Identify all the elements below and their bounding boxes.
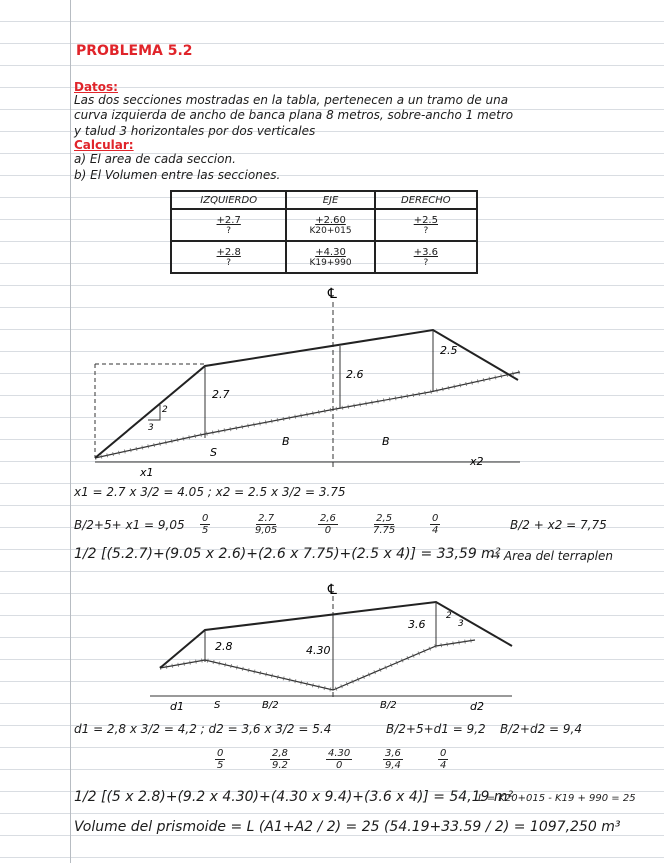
centerline-label: ℄ (326, 286, 339, 302)
coord-fraction: $\frac{2,8}{9.2}$ (272, 748, 288, 771)
slope-horizontal-label: 3 (458, 619, 464, 629)
b-left-calc: B/2+5+d1 = 9,2 (386, 722, 486, 736)
coord-fraction: $\frac{0}{5}$ (202, 513, 209, 536)
table-row (171, 209, 477, 241)
table-header: DERECHO (375, 191, 477, 209)
slope-horizontal-label: 3 (148, 423, 154, 433)
dim-d1-label: d1 (170, 700, 184, 713)
dim-b-label: B/2 (380, 700, 397, 711)
d-calc-line: d1 = 2,8 x 3/2 = 4,2 ; d2 = 3,6 x 3/2 = 5.4 (74, 722, 332, 736)
table-header: IZQUIERDO (171, 191, 286, 209)
table-cell: +4.30 K19+990 (286, 241, 374, 273)
area-2-formula: 1/2 [(5 x 2.8)+(9.2 x 4.30)+(4.30 x 9.4)+(3.6 x 4)] = 54,19 m² (74, 789, 514, 805)
coord-fraction: $\frac{0}{4}$ (440, 748, 447, 771)
dim-d2-label: d2 (470, 700, 484, 713)
height-center-label: 2.6 (346, 368, 364, 381)
dim-b-label: B (382, 435, 390, 448)
table-cell: +2.60 K20+015 (286, 209, 374, 241)
table-row (171, 241, 477, 273)
table-cell: +3.6 ? (375, 241, 477, 273)
area-1-label: → Area del terraplen (490, 549, 613, 563)
coord-fraction: $\frac{2,5}{7.75}$ (373, 513, 396, 536)
dim-x1-label: x1 (140, 466, 154, 479)
table-cell: +2.7 ? (171, 209, 286, 241)
centerline-label: ℄ (326, 582, 339, 598)
coord-fraction: $\frac{3,6}{9,4}$ (385, 748, 401, 771)
dim-s-label: S (214, 700, 221, 711)
coord-fraction: $\frac{4.30}{0}$ (328, 748, 351, 771)
dim-x2-label: x2 (470, 455, 484, 468)
height-right-label: 3.6 (408, 618, 426, 631)
b-left-calc: B/2+5+ x1 = 9,05 (74, 518, 185, 532)
section-diagram-1 (0, 280, 664, 480)
slope-vertical-label: 2 (162, 405, 168, 415)
sections-table (170, 190, 478, 274)
calcular-label: Calcular: (74, 138, 134, 152)
coord-fraction: $\frac{0}{4}$ (432, 513, 439, 536)
b-right-calc: B/2 + x2 = 7,75 (510, 518, 607, 532)
calcular-item: b) El Volumen entre las secciones. (74, 168, 281, 182)
dim-b-label: B (282, 435, 290, 448)
coord-fraction: $\frac{2,6}{0}$ (320, 513, 336, 536)
volume-line: Volume del prismoide = L (A1+A2 / 2) = 25 (54.19+33.59 / 2) = 1097,250 m³ (74, 819, 621, 835)
slope-vertical-label: 2 (446, 611, 452, 621)
datos-label: Datos: (74, 80, 118, 94)
dim-s-label: S (210, 446, 217, 459)
datos-line: Las dos secciones mostradas en la tabla, pertenecen a un tramo de una (74, 93, 509, 107)
height-left-label: 2.7 (212, 388, 230, 401)
problem-title: PROBLEMA 5.2 (76, 43, 193, 59)
coord-fraction: $\frac{2.7}{9,05}$ (255, 513, 278, 536)
height-left-label: 2.8 (215, 640, 233, 653)
table-cell: +2.8 ? (171, 241, 286, 273)
dim-b-label: B/2 (262, 700, 279, 711)
area-1-formula: 1/2 [(5.2.7)+(9.05 x 2.6)+(2.6 x 7.75)+(2.5 x 4)] = 33,59 m² (74, 546, 501, 562)
height-center-label: 4.30 (306, 644, 331, 657)
datos-line: y talud 3 horizontales por dos verticales (74, 124, 316, 138)
calcular-item: a) El area de cada seccion. (74, 152, 236, 166)
b-right-calc: B/2+d2 = 9,4 (500, 722, 582, 736)
section-diagram-2 (0, 578, 664, 713)
x-calc-line: x1 = 2.7 x 3/2 = 4.05 ; x2 = 2.5 x 3/2 = 3.75 (74, 485, 346, 499)
height-right-label: 2.5 (440, 344, 458, 357)
datos-line: curva izquierda de ancho de banca plana 8 metros, sobre-ancho 1 metro (74, 108, 514, 122)
length-line: L = K20+015 - K19 + 990 = 25 (478, 793, 636, 804)
table-header: EJE (286, 191, 374, 209)
table-cell: +2.5 ? (375, 209, 477, 241)
coord-fraction: $\frac{0}{5}$ (217, 748, 224, 771)
